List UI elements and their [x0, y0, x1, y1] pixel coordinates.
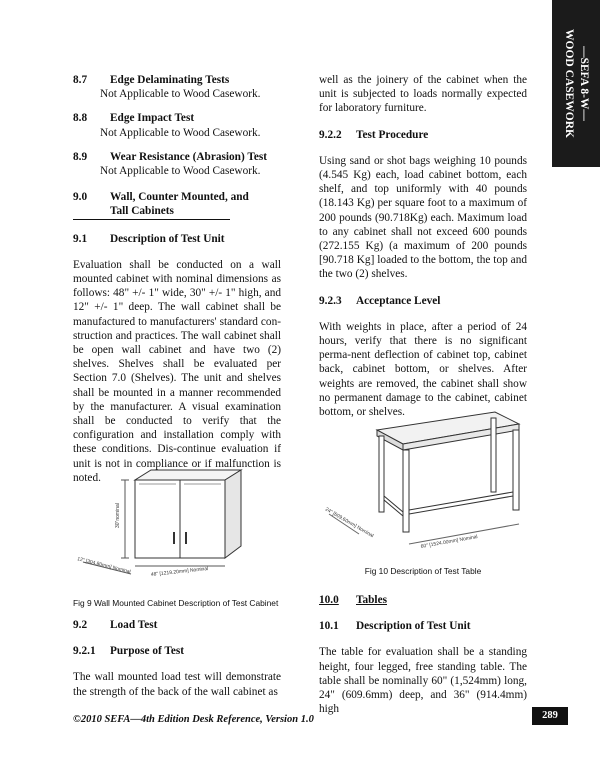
fig10-caption: Fig 10 Description of Test Table	[364, 566, 482, 576]
heading-10-1: 10.1 Description of Test Unit	[319, 620, 471, 633]
fig9-width-label: 48" [1219.20mm] Nominal	[150, 565, 209, 578]
heading-9-0: 9.0 Wall, Counter Mounted, and	[73, 191, 249, 204]
body-9-2-1: The wall mounted load test will demonstrate the strength of the back of the wall cabinet as	[73, 671, 281, 698]
section-side-tab	[552, 0, 600, 167]
heading-9-2: 9.2 Load Test	[73, 619, 158, 631]
heading-9-0-line2: Tall Cabinets	[73, 204, 281, 219]
body-8-7: Not Applicable to Wood Casework.	[100, 88, 261, 101]
body-8-8: Not Applicable to Wood Casework.	[100, 126, 261, 139]
heading-9-2-2: 9.2.2 Test Procedure	[319, 128, 429, 141]
body-10-1: The table for evaluation shall be a standing height, four legged, free standing table. The table shall be nominally 60" (1,524mm) long, 24" (609.6mm) deep, and 36" (914.4mm) high	[319, 646, 527, 716]
fig9-height-label: 30"nominal	[115, 503, 121, 528]
heading-8-9: 8.9 Wear Resistance (Abrasion) Test	[73, 150, 268, 163]
body-9-2-3: With weights in place, after a period of 24 hours, verify that there is no significant perma-nent deflection of cabinet top, cabinet back, cabinet bottom, or shelves. After weights are removed, the cabinet shall show no permanent damage to the cabinet, cabinet bottom, or shelves.	[319, 320, 527, 419]
footer-copyright: ©2010 SEFA—4th Edition Desk Reference, Version 1.0	[73, 714, 314, 725]
body-8-9: Not Applicable to Wood Casework.	[100, 165, 261, 178]
side-tab-line1: —SEFA 8-W—	[578, 46, 590, 121]
heading-10-0: 10.0 Tables	[319, 594, 387, 606]
heading-8-7: 8.7 Edge Delaminating Tests	[73, 74, 230, 86]
fig9-caption: Fig 9 Wall Mounted Cabinet Description of Test Cabinet	[73, 598, 279, 608]
body-9-2-2: Using sand or shot bags weighing 10 pounds (4.545 Kg) each, load cabinet bottom, each shelf, and top uniformly with 40 pounds (18.143 Kg) per square foot to a maximum of 200 pounds (90.718Kg) each. Maximum load to any cabinet shall not exceed 600 pounds (272.155 Kg) (a maximum of 200 pounds [90.718 Kg] loaded to the bottom, the top and the two (2) shelves.	[319, 154, 527, 281]
heading-9-2-1: 9.2.1 Purpose of Test	[73, 645, 185, 658]
left-column-lower	[73, 618, 281, 699]
fig9-depth-label: 12" [304.80mm] Nominal	[76, 556, 132, 576]
fig10-depth-label: 24" [609.60mm] Nominal	[324, 506, 375, 540]
fig10-width-label: 60" [1524.00mm] Nominal	[420, 534, 479, 550]
side-tab-line2: WOOD CASEWORK	[563, 29, 575, 138]
wall-cabinet-figure	[73, 462, 288, 594]
page-number: 289	[532, 707, 568, 725]
right-column	[319, 73, 527, 419]
right-column-lower	[319, 593, 527, 716]
heading-9-1: 9.1 Description of Test Unit	[73, 232, 225, 245]
test-table-figure	[319, 392, 527, 562]
heading-9-2-3: 9.2.3 Acceptance Level	[319, 294, 441, 307]
left-column	[73, 73, 281, 485]
heading-8-8: 8.8 Edge Impact Test	[73, 112, 195, 125]
body-9-1: Evaluation shall be conducted on a wall mounted cabinet with nominal dimensions as follows: 48" +/- 1" wide, 30" +/- 1" high, and 12" +/- 1" deep. The wall cabinet shall be manufactured to manufacturers' standard con-struction and practices. The wall cabinet shall be open wall cabinet and have two (2) shelves. Shelves shall be evaluated per Section 7.0 (Shelves). The unit and shelves shall be mounted in a manner recommended by the manufacturer. A visual examination shall be conducted to verify that the configuration and installation comply with these conditions. Dis-continue evaluation if unit is not in compliance or if malfunction is noted.	[73, 258, 281, 484]
body-continued: well as the joinery of the cabinet when the unit is subjected to loads normally expected for laboratory furniture.	[319, 74, 527, 115]
